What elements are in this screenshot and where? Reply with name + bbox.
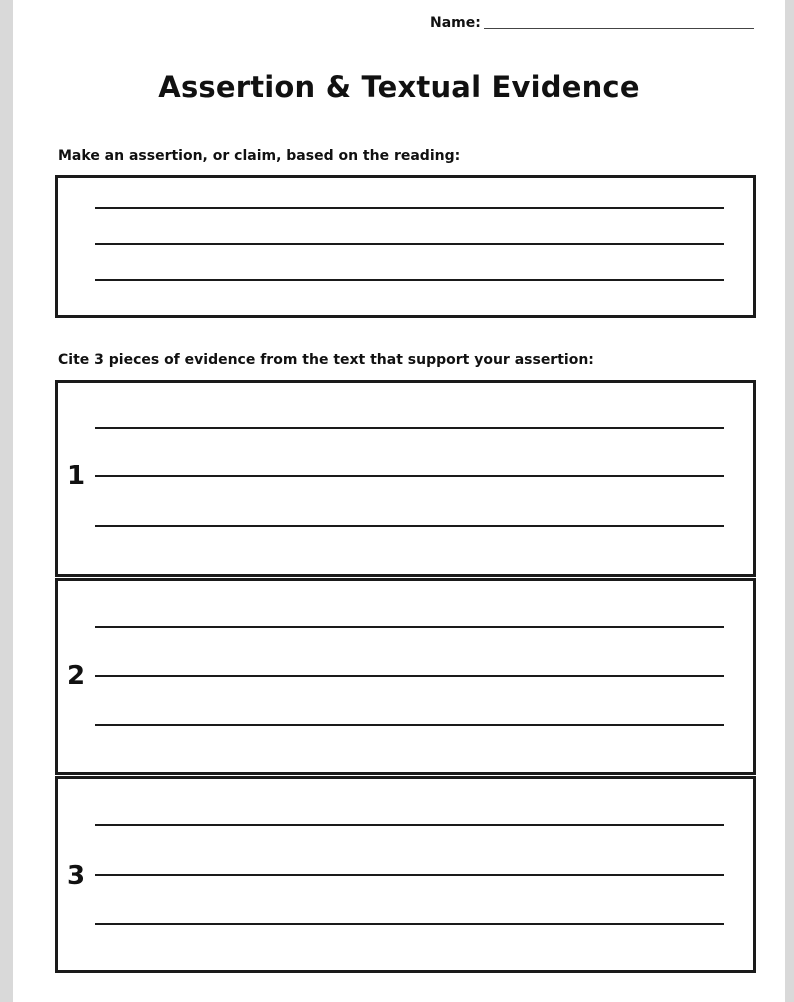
- assertion-box: [55, 175, 756, 318]
- evidence-number: 1: [67, 461, 86, 491]
- evidence-write-line[interactable]: [95, 824, 724, 826]
- evidence-box-3: [55, 776, 756, 973]
- page-title: Assertion & Textual Evidence: [158, 70, 640, 104]
- worksheet-page: [13, 0, 785, 1002]
- evidence-prompt: Cite 3 pieces of evidence from the text that support your assertion:: [58, 352, 594, 368]
- assertion-write-line[interactable]: [95, 279, 724, 281]
- evidence-write-line[interactable]: [95, 427, 724, 429]
- assertion-write-line[interactable]: [95, 243, 724, 245]
- evidence-write-line[interactable]: [95, 874, 724, 876]
- evidence-write-line[interactable]: [95, 626, 724, 628]
- evidence-number: 3: [67, 861, 86, 891]
- name-field: [430, 14, 754, 32]
- evidence-write-line[interactable]: [95, 724, 724, 726]
- name-label: Name:: [430, 15, 481, 31]
- name-write-line[interactable]: [484, 28, 754, 29]
- evidence-write-line[interactable]: [95, 923, 724, 925]
- evidence-write-line[interactable]: [95, 525, 724, 527]
- evidence-write-line[interactable]: [95, 675, 724, 677]
- assertion-prompt: Make an assertion, or claim, based on the reading:: [58, 148, 461, 164]
- assertion-write-line[interactable]: [95, 207, 724, 209]
- evidence-box-2: [55, 578, 756, 775]
- evidence-box-1: [55, 380, 756, 577]
- evidence-number: 2: [67, 661, 86, 691]
- evidence-write-line[interactable]: [95, 475, 724, 477]
